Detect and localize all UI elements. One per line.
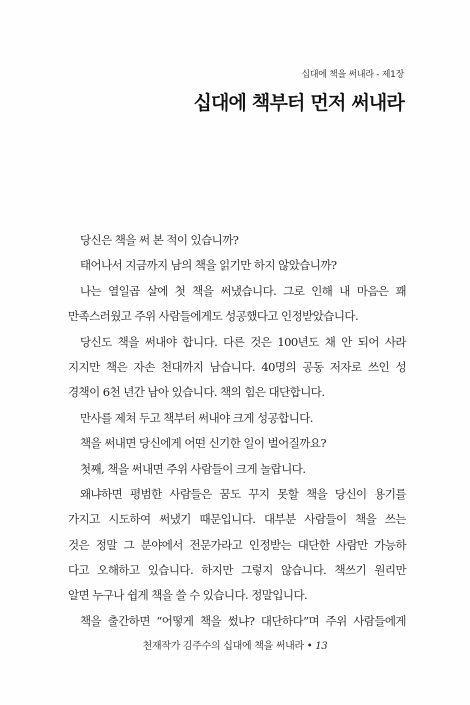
body-line: 왜냐하면 평범한 사람들은 꿈도 꾸지 못할 책을 당신이 용기를 xyxy=(80,486,406,501)
page-footer xyxy=(0,637,470,652)
body-line: 다고 오해하고 있습니다. 하지만 그렇지 않습니다. 책쓰기 원리만 xyxy=(68,563,406,578)
body-line: 알면 누구나 쉽게 책을 쓸 수 있습니다. 정말입니다. xyxy=(68,588,308,603)
page-number: 13 xyxy=(315,641,328,652)
body-line: 당신도 책을 써내야 합니다. 다른 것은 100년도 채 안 되어 사라 xyxy=(80,334,406,349)
body-line: 첫째, 책을 써내면 주위 사람들이 크게 놀랍니다. xyxy=(80,461,306,476)
body-line: 태어나서 지금까지 남의 책을 읽기만 하지 않았습니까? xyxy=(80,258,337,273)
body-line: 나는 열일곱 살에 첫 책을 써냈습니다. 그로 인해 내 마음은 꽤 xyxy=(80,283,406,298)
body-line: 만사를 제쳐 두고 책부터 써내야 크게 성공합니다. xyxy=(80,410,313,425)
body-line: 것은 정말 그 분야에서 전문가라고 인정받는 대단한 사람만 가능하 xyxy=(68,537,406,552)
body-line: 책을 출간하면 “어떻게 책을 썼냐? 대단하다”며 주위 사람들에게 xyxy=(80,613,406,628)
body-text xyxy=(68,228,406,634)
body-line: 책을 써내면 당신에게 어떤 신기한 일이 벌어질까요? xyxy=(80,436,326,451)
body-line: 당신은 책을 써 본 적이 있습니까? xyxy=(80,233,239,247)
body-line: 지지만 책은 자손 천대까지 남습니다. 40명의 공동 저자로 쓰인 성 xyxy=(68,359,406,374)
body-line: 가지고 시도하여 써냈기 때문입니다. 대부분 사람들이 책을 쓰는 xyxy=(68,512,406,527)
body-line: 경책이 6천 년간 남아 있습니다. 책의 힘은 대단합니다. xyxy=(68,385,325,400)
running-head: 십대에 책을 써내라 - 제1장 xyxy=(301,70,404,80)
footer-book-info: 천재작가 김주수의 십대에 책을 써내라 • xyxy=(142,641,316,652)
chapter-title: 십대에 책부터 먼저 써내라 xyxy=(193,92,404,114)
body-line: 만족스러웠고 주위 사람들에게도 성공했다고 인정받았습니다. xyxy=(68,309,359,324)
